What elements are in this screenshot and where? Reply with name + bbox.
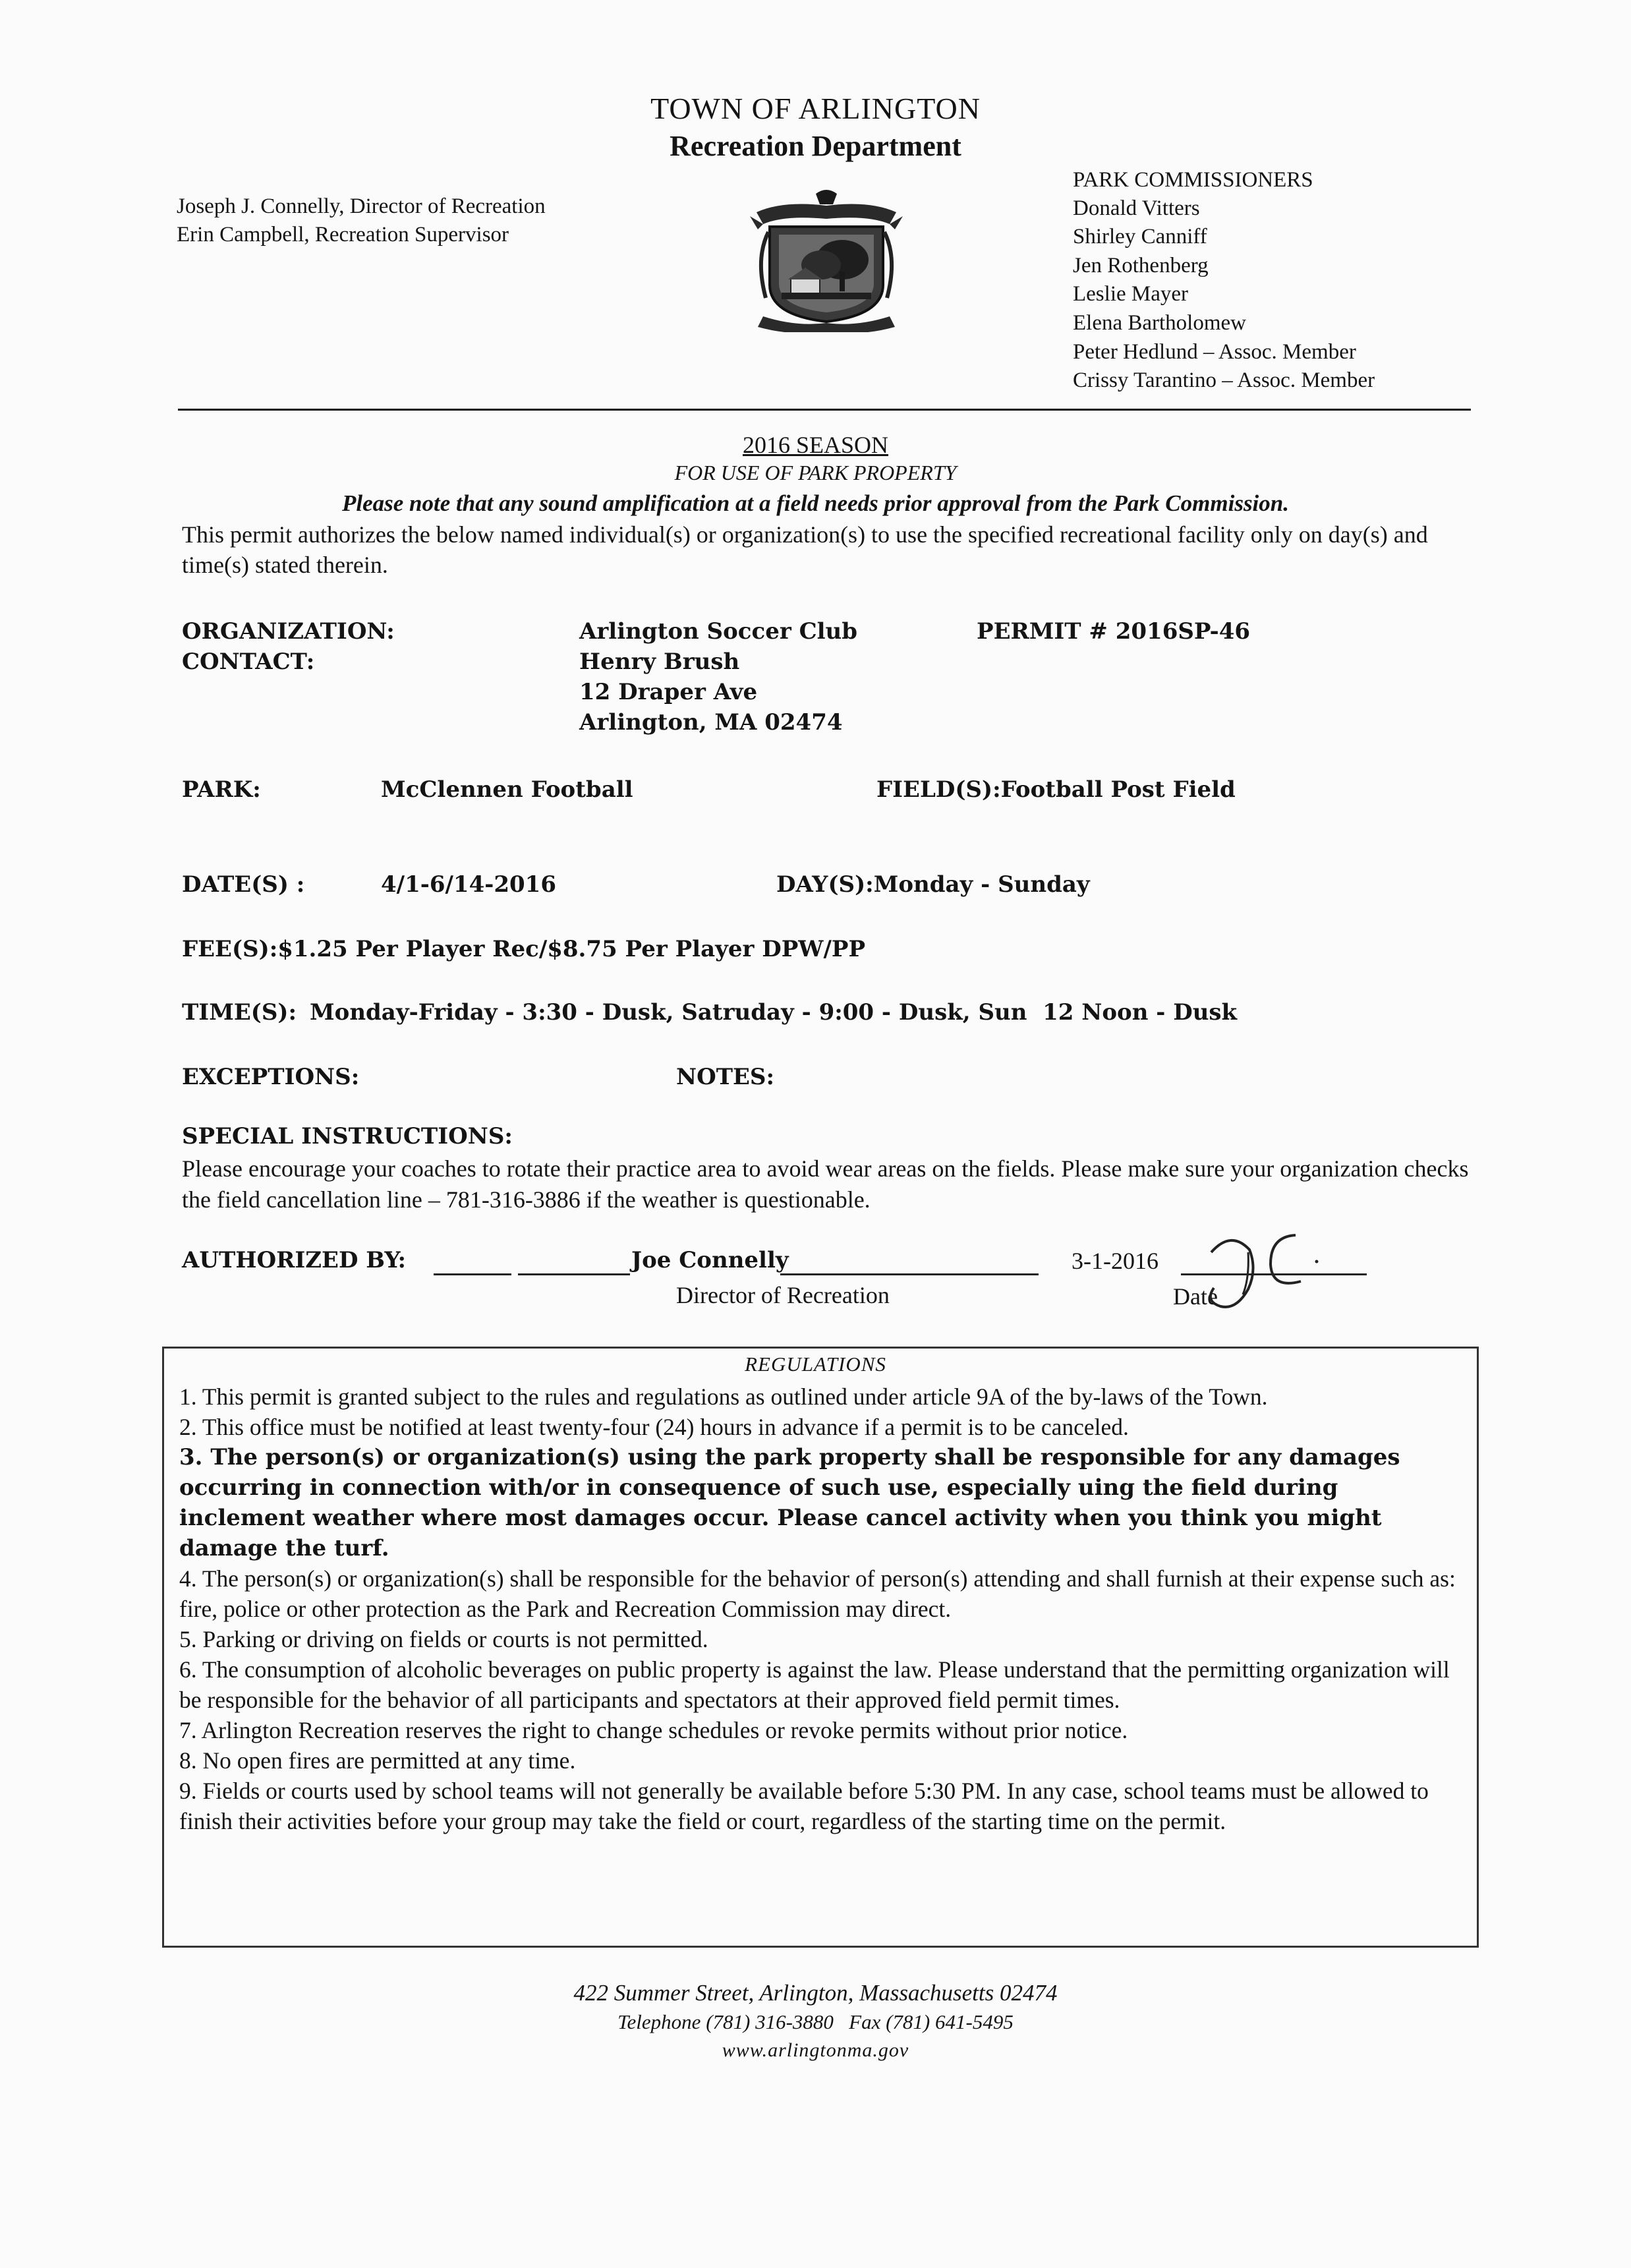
authorized-by-label: AUTHORIZED BY:	[182, 1247, 407, 1273]
special-instructions-label: SPECIAL INSTRUCTIONS:	[182, 1123, 513, 1149]
organization-value: Arlington Soccer Club	[579, 618, 858, 645]
regulations-title: REGULATIONS	[745, 1352, 886, 1376]
commissioners-heading: PARK COMMISSIONERS	[1073, 168, 1313, 192]
regulation-item: 7. Arlington Recreation reserves the right to change schedules or revoke permits without prior notice.	[179, 1717, 1128, 1743]
days-value: DAY(S):Monday - Sunday	[776, 871, 1090, 898]
fields-value: FIELD(S):Football Post Field	[876, 776, 1236, 803]
commissioner-item: Crissy Tarantino – Assoc. Member	[1073, 368, 1375, 392]
header-divider	[178, 409, 1471, 411]
permit-number: PERMIT # 2016SP-46	[977, 618, 1251, 645]
town-seal-icon	[743, 186, 909, 332]
authorization-statement: This permit authorizes the below named individual(s) or organization(s) to use the specified recreational facility only on day(s) and time(s) stated therein.	[182, 521, 1428, 578]
park-value: McClennen Football	[381, 776, 633, 803]
times-value: Monday-Friday - 3:30 - Dusk, Satruday - 9:00 - Dusk, Sun 12 Noon - Dusk	[310, 999, 1238, 1026]
commissioner-item: Elena Bartholomew	[1073, 311, 1247, 335]
regulation-item: 8. No open fires are permitted at any time.	[179, 1747, 576, 1774]
amplification-note: Please note that any sound amplification at a field needs prior approval from the Park Commission.	[341, 490, 1290, 516]
regulation-item: 9. Fields or courts used by school teams will not generally be available before 5:30 PM. In any case, school teams must be allowed to finish their activities before your group may take the field or court, regardless of the starting time on the permit.	[179, 1778, 1429, 1834]
contact-street: 12 Draper Ave	[579, 679, 758, 705]
regulation-item: 1. This permit is granted subject to the rules and regulations as outlined under article 9A of the by-laws of the Town.	[179, 1383, 1268, 1410]
commissioner-item: Jen Rothenberg	[1073, 254, 1209, 277]
season-title: 2016 SEASON	[742, 432, 889, 458]
staff-supervisor: Erin Campbell, Recreation Supervisor	[177, 223, 509, 247]
regulation-item: 4. The person(s) or organization(s) shall be responsible for the behavior of person(s) attending and shall furnish at their expense such as: fire, police or other protection as the Park and Recreation Commission may direct.	[179, 1565, 1456, 1622]
footer-phone: Telephone (781) 316-3880 Fax (781) 641-5495	[617, 2010, 1014, 2033]
exceptions-label: EXCEPTIONS:	[182, 1064, 360, 1090]
signature-line	[780, 1273, 1039, 1275]
signature-line	[434, 1273, 511, 1275]
commissioner-item: Peter Hedlund – Assoc. Member	[1073, 340, 1356, 364]
contact-city: Arlington, MA 02474	[579, 709, 843, 736]
park-label: PARK:	[182, 776, 261, 803]
fees-value: FEE(S):$1.25 Per Player Rec/$8.75 Per Player DPW/PP	[182, 936, 866, 962]
regulations-list	[179, 1381, 1471, 1836]
authorizer-name: Joe Connelly	[631, 1247, 789, 1273]
times-label: TIME(S):	[182, 999, 297, 1026]
date-label: Date	[1173, 1283, 1218, 1310]
signature-line	[518, 1273, 630, 1275]
use-of-property: FOR USE OF PARK PROPERTY	[674, 461, 957, 484]
special-instructions-text: Please encourage your coaches to rotate their practice area to avoid wear areas on the fields. Please make sure your organization checks the field cancellation line – 781-316-3886 if the weather is questionable.	[182, 1155, 1469, 1213]
footer-address: 422 Summer Street, Arlington, Massachusetts 02474	[573, 1980, 1058, 2006]
authorizer-title: Director of Recreation	[676, 1282, 890, 1308]
notes-label: NOTES:	[676, 1064, 775, 1090]
regulation-item: 5. Parking or driving on fields or courts is not permitted.	[179, 1626, 708, 1652]
organization-label: ORGANIZATION:	[182, 618, 395, 645]
contact-name: Henry Brush	[579, 649, 740, 675]
regulation-item: 2. This office must be notified at least twenty-four (24) hours in advance if a permit is to be canceled.	[179, 1414, 1129, 1440]
dates-label: DATE(S) :	[182, 871, 305, 898]
commissioner-item: Donald Vitters	[1073, 196, 1200, 220]
dates-value: 4/1-6/14-2016	[381, 871, 556, 898]
department-title: Recreation Department	[670, 130, 961, 162]
footer-website[interactable]: www.arlingtonma.gov	[722, 2039, 909, 2061]
staff-director: Joseph J. Connelly, Director of Recreation	[177, 194, 546, 218]
regulation-item: 3. The person(s) or organization(s) using the park property shall be responsible for any damages occurring in connection with/or in consequence of such use, especially uing the field during inclement weather where most damages occur. Please cancel activity when you think you might damage the turf.	[179, 1444, 1400, 1561]
commissioner-item: Leslie Mayer	[1073, 282, 1189, 306]
town-title: TOWN OF ARLINGTON	[650, 92, 981, 125]
authorization-date: 3-1-2016	[1072, 1248, 1159, 1274]
commissioner-item: Shirley Canniff	[1073, 225, 1207, 248]
initials-signature	[1185, 1223, 1330, 1316]
regulation-item: 6. The consumption of alcoholic beverages on public property is against the law. Please understand that the permitting organization will be responsible for the behavior of all participants and spectators at their approved field permit times.	[179, 1656, 1450, 1713]
contact-label: CONTACT:	[182, 649, 315, 675]
